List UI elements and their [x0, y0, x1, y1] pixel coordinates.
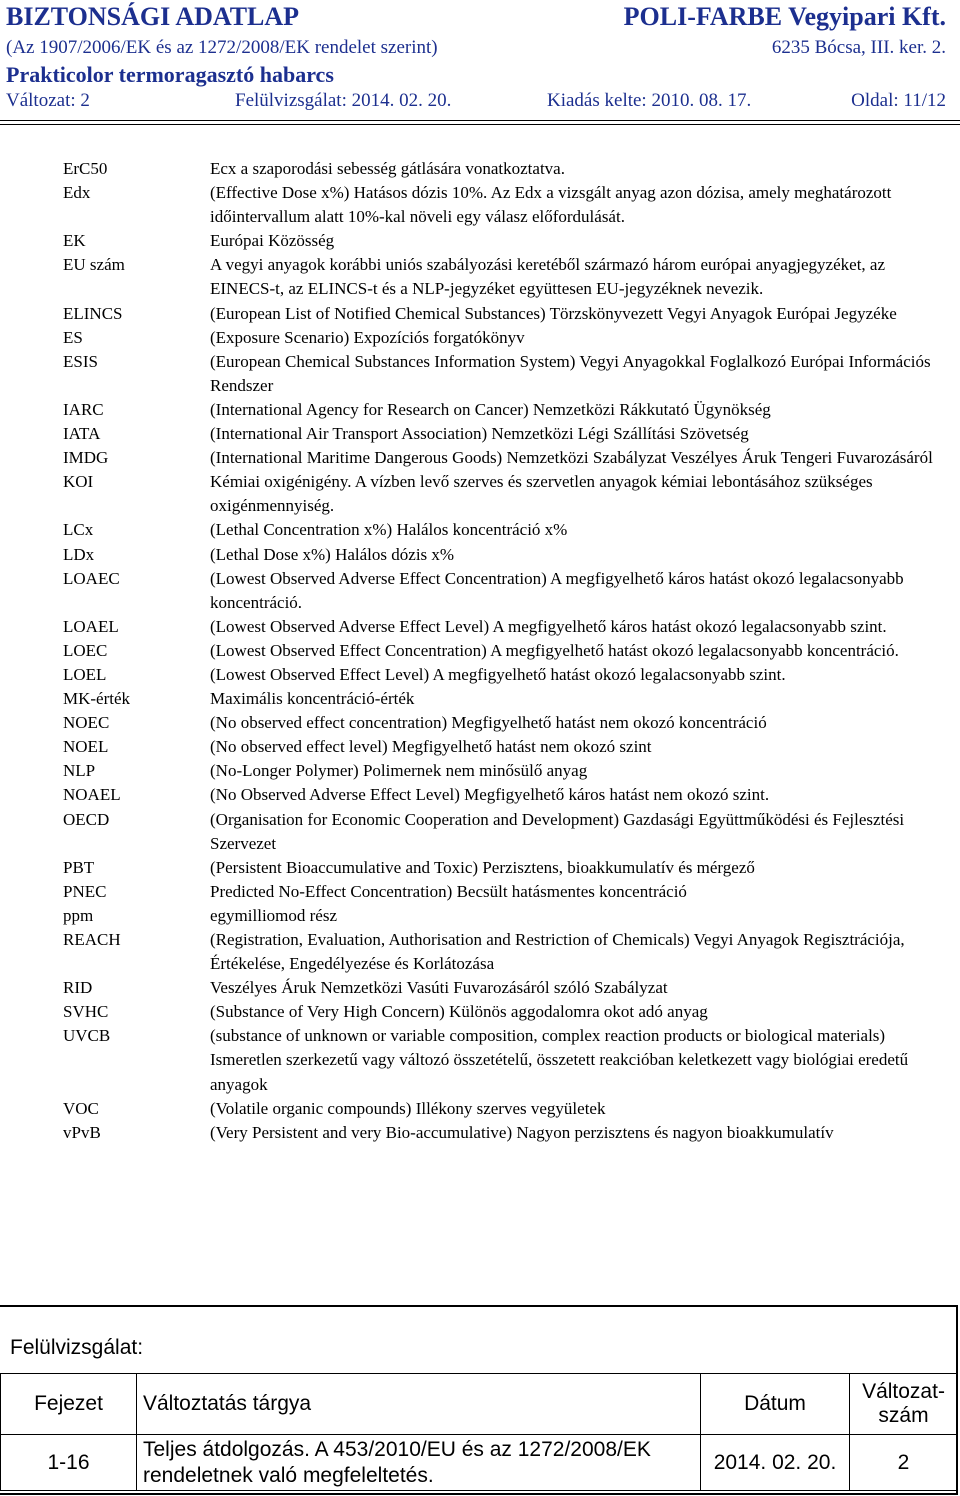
list-item	[0, 904, 960, 928]
list-item	[0, 663, 960, 687]
list-item	[0, 928, 960, 976]
abbreviation-term: LCx	[63, 520, 94, 540]
list-item	[0, 518, 960, 542]
list-item	[0, 880, 960, 904]
abbreviation-list	[0, 157, 960, 1145]
column-header-date: Dátum	[701, 1374, 850, 1435]
abbreviation-term: PBT	[63, 857, 95, 877]
list-item	[0, 1000, 960, 1024]
abbreviation-definition: Predicted No-Effect Concentration) Becsült hatásmentes koncentráció	[210, 881, 687, 901]
abbreviation-term: ErC50	[63, 159, 108, 178]
abbreviation-term: SVHC	[63, 1002, 109, 1022]
abbreviation-term: LOEC	[63, 640, 108, 660]
list-item	[0, 639, 960, 663]
abbreviation-term: NOAEL	[63, 785, 121, 805]
abbreviation-definition: (No observed effect concentration) Megfigyelhető hatást nem okozó koncentráció	[210, 713, 767, 733]
list-item	[0, 1024, 960, 1096]
abbreviation-term: Edx	[63, 183, 91, 203]
list-item	[0, 302, 960, 326]
abbreviation-definition: Maximális koncentráció-érték	[210, 689, 415, 709]
abbreviation-term: REACH	[63, 930, 121, 949]
list-item	[0, 567, 960, 615]
list-item	[0, 687, 960, 711]
abbreviation-term: vPvB	[63, 1122, 101, 1142]
abbreviation-definition: (Lethal Dose x%) Halálos dózis x%	[210, 544, 455, 564]
cell-version: 2	[850, 1435, 958, 1491]
abbreviation-definition: (Effective Dose x%) Hatásos dózis 10%. Az Edx a vizsgált anyag azon dózisa, amely meghatározott időintervallum alatt 10%-kal növeli egy válasz előfordulását.	[210, 183, 892, 227]
revision-title: Felülvizsgálat:	[10, 1336, 144, 1359]
abbreviation-term: ppm	[63, 905, 94, 925]
document-title: BIZTONSÁGI ADATLAP	[6, 2, 300, 31]
column-header-version: Változat-szám	[850, 1374, 958, 1435]
abbreviation-term: ESIS	[63, 351, 98, 371]
abbreviation-definition: (Lowest Observed Effect Concentration) A megfigyelhető hatást okozó legalacsonyabb koncentráció.	[210, 640, 899, 660]
cell-subject: Teljes átdolgozás. A 453/2010/EU és az 1272/2008/EK rendeletnek való megfeleltetés.	[137, 1435, 701, 1491]
abbreviation-term: ELINCS	[63, 303, 123, 323]
abbreviation-term: OECD	[63, 809, 110, 829]
column-header-subject: Változtatás tárgya	[137, 1374, 701, 1435]
list-item	[0, 615, 960, 639]
header-divider	[0, 120, 960, 121]
list-item	[0, 398, 960, 422]
list-item	[0, 1121, 960, 1145]
abbreviation-term: EK	[63, 231, 86, 251]
abbreviation-definition: (Volatile organic compounds) Illékony szerves vegyületek	[210, 1098, 606, 1118]
abbreviation-term: MK-érték	[63, 689, 131, 709]
abbreviation-definition: Kémiai oxigénigény. A vízben levő szerves és szervetlen anyagok kémiai lebontásához szükséges oxigénmennyiség.	[210, 472, 873, 516]
list-item	[0, 350, 960, 398]
abbreviation-definition: (No-Longer Polymer) Polimernek nem minősülő anyag	[210, 761, 588, 781]
abbreviation-term: NLP	[63, 761, 96, 781]
cell-chapter: 1-16	[1, 1435, 137, 1491]
abbreviation-term: VOC	[63, 1098, 99, 1118]
abbreviation-definition: (Very Persistent and very Bio-accumulative) Nagyon perzisztens és nagyon bioakkumulatív	[210, 1122, 834, 1142]
list-item	[0, 759, 960, 783]
abbreviation-term: LOAEC	[63, 568, 120, 588]
list-item	[0, 157, 960, 181]
column-header-chapter: Fejezet	[1, 1374, 137, 1435]
abbreviation-definition: (Exposure Scenario) Expozíciós forgatókönyv	[210, 327, 525, 347]
abbreviation-definition: (Persistent Bioaccumulative and Toxic) Perzisztens, bioakkumulatív és mérgező	[210, 857, 755, 877]
company-name: POLI-FARBE Vegyipari Kft.	[623, 2, 946, 31]
revision-header-row	[1, 1374, 958, 1435]
abbreviation-definition: A vegyi anyagok korábbi uniós szabályozási keretéből származó három európai anyagjegyzéket, az EINECS-t, az ELINCS-t és a NLP-jegyzéket együttesen EU-jegyzéknek nevezik.	[210, 255, 886, 299]
page-number: Oldal: 11/12	[851, 90, 946, 111]
revision-date: Felülvizsgálat: 2014. 02. 20.	[235, 90, 452, 111]
abbreviation-definition: (International Maritime Dangerous Goods) Nemzetközi Szabályzat Veszélyes Áruk Tengeri Fuvarozásáról	[210, 448, 933, 468]
abbreviation-definition: Veszélyes Áruk Nemzetközi Vasúti Fuvarozásáról szóló Szabályzat	[210, 978, 668, 998]
abbreviation-definition: (Lowest Observed Effect Level) A megfigyelhető hatást okozó legalacsonyabb szint.	[210, 664, 786, 684]
abbreviation-term: NOEC	[63, 713, 110, 733]
abbreviation-definition: (Lethal Concentration x%) Halálos koncentráció x%	[210, 520, 568, 540]
abbreviation-definition: (Lowest Observed Adverse Effect Level) A megfigyelhető káros hatást okozó legalacsonyabb szint.	[210, 616, 887, 636]
list-item	[0, 229, 960, 253]
abbreviation-definition: egymilliomod rész	[210, 905, 338, 925]
cell-date: 2014. 02. 20.	[701, 1435, 850, 1491]
list-item	[0, 735, 960, 759]
list-item	[0, 422, 960, 446]
list-item	[0, 470, 960, 518]
version-label: Változat: 2	[6, 90, 90, 111]
revision-table	[0, 1373, 958, 1491]
abbreviation-definition: (Substance of Very High Concern) Különös aggodalomra okot adó anyag	[210, 1002, 708, 1022]
abbreviation-definition: (European Chemical Substances Information System) Vegyi Anyagokkal Foglalkozó Európai Információs Rendszer	[210, 351, 931, 395]
abbreviation-term: LOAEL	[63, 616, 119, 636]
header-divider-2	[0, 124, 960, 125]
abbreviation-term: NOEL	[63, 737, 109, 757]
abbreviation-term: RID	[63, 978, 93, 998]
list-item	[0, 446, 960, 470]
abbreviation-term: IMDG	[63, 448, 109, 468]
abbreviation-definition: Európai Közösség	[210, 231, 335, 251]
list-item	[0, 976, 960, 1000]
list-item	[0, 856, 960, 880]
list-item	[0, 711, 960, 735]
abbreviation-definition: (No Observed Adverse Effect Level) Megfigyelhető káros hatást nem okozó szint.	[210, 785, 770, 805]
table-row	[1, 1435, 958, 1491]
abbreviation-definition: (substance of unknown or variable composition, complex reaction products or biological materials) Ismeretlen szerkezetű vagy változó összetételű, összetett reakcióban keletkezett vagy biológiai eredetű anyagok	[210, 1026, 909, 1094]
list-item	[0, 783, 960, 807]
abbreviation-term: LOEL	[63, 664, 107, 684]
abbreviation-term: EU szám	[63, 255, 125, 275]
abbreviation-term: ES	[63, 327, 83, 347]
issue-date: Kiadás kelte: 2010. 08. 17.	[547, 90, 752, 111]
list-item	[0, 253, 960, 301]
list-item	[0, 326, 960, 350]
abbreviation-term: IATA	[63, 424, 101, 444]
abbreviation-definition: Ecx a szaporodási sebesség gátlására vonatkoztatva.	[210, 159, 565, 178]
abbreviation-definition: (European List of Notified Chemical Substances) Törzskönyvezett Vegyi Anyagok Európai Jegyzéke	[210, 303, 897, 323]
list-item	[0, 808, 960, 856]
product-name: Prakticolor termoragasztó habarcs	[6, 62, 334, 87]
abbreviation-definition: (Lowest Observed Adverse Effect Concentration) A megfigyelhető káros hatást okozó legalacsonyabb koncentráció.	[210, 568, 904, 612]
list-item	[0, 181, 960, 229]
abbreviation-definition: (No observed effect level) Megfigyelhető hatást nem okozó szint	[210, 737, 652, 757]
abbreviation-term: KOI	[63, 472, 94, 492]
abbreviation-term: LDx	[63, 544, 95, 564]
abbreviation-definition: (International Agency for Research on Cancer) Nemzetközi Rákkutató Ügynökség	[210, 399, 771, 419]
abbreviation-definition: (Organisation for Economic Cooperation and Development) Gazdasági Együttműködési és Fejlesztési Szervezet	[210, 809, 905, 853]
abbreviation-definition: (International Air Transport Association) Nemzetközi Légi Szállítási Szövetség	[210, 424, 749, 444]
company-address: 6235 Bócsa, III. ker. 2.	[771, 37, 946, 58]
abbreviation-term: PNEC	[63, 881, 107, 901]
list-item	[0, 1097, 960, 1121]
list-item	[0, 543, 960, 567]
abbreviation-definition: (Registration, Evaluation, Authorisation and Restriction of Chemicals) Vegyi Anyagok Regisztrációja, Értékelése, Engedélyezése és Korlátozása	[210, 930, 905, 974]
regulation-text: (Az 1907/2006/EK és az 1272/2008/EK rendelet szerint)	[6, 37, 438, 58]
abbreviation-term: UVCB	[63, 1026, 111, 1046]
abbreviation-term: IARC	[63, 399, 104, 419]
